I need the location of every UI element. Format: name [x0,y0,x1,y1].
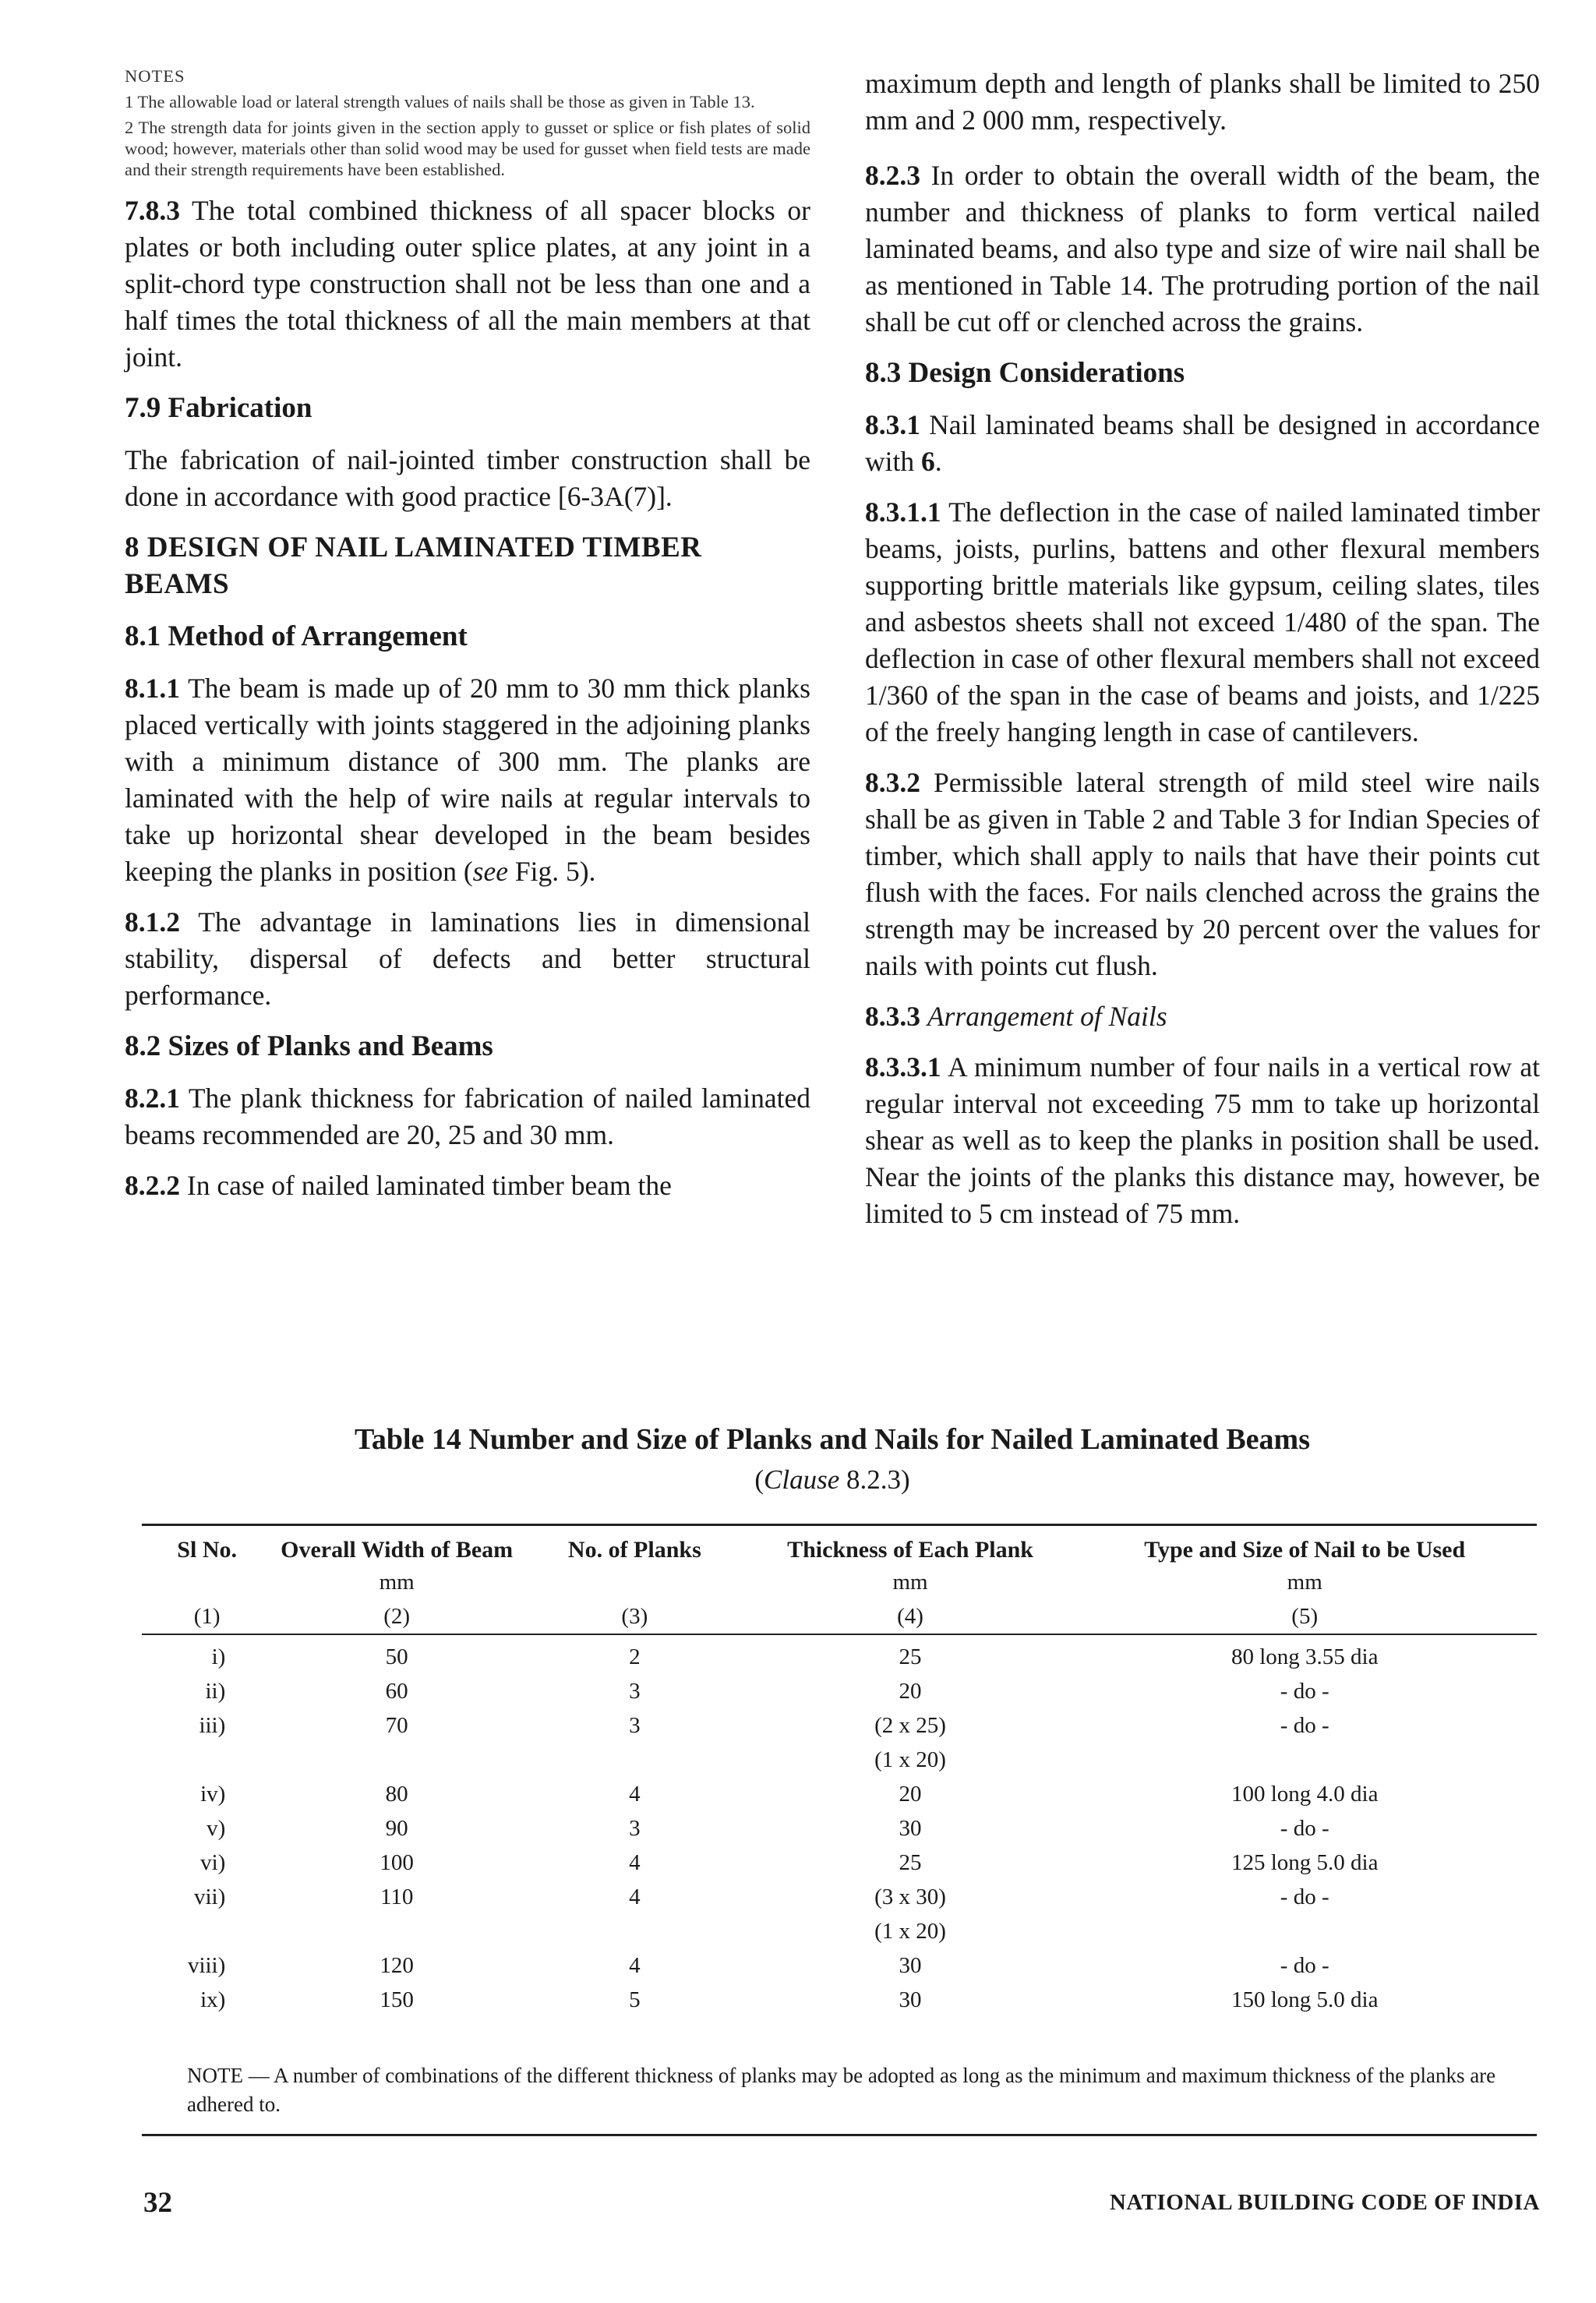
clause-7-9-text: The fabrication of nail-jointed timber construction shall be done in accordance with good practice [6-3A(7)]. [125,444,810,512]
clause-number: 8.2.3 [839,1464,901,1495]
table-row [142,1914,1537,1948]
clause-text: A minimum number of four nails in a vertical row at regular interval not exceeding 75 mm to take up horizontal shear as well as to keep the planks in position shall be used. Near the joints of the planks this distance may, however, be limited to 5 cm instead of 75 mm. [865,1051,1540,1229]
column-number: (2) [383,1604,411,1629]
table-row [142,1674,1537,1708]
cell-thickness: (1 x 20) [874,1747,946,1772]
cell-nail: - do - [1280,1816,1329,1841]
clause-text: The deflection in the case of nailed laminated timber beams, joists, purlins, battens and other flexural members supporting brittle materials like gypsum, ceiling slates, tiles and asbestos sheets shall not exceed 1/480 of the span. The deflection in case of other flexural members shall not exceed 1/360 of the span in the case of beams and joists, and 1/225 of the freely hanging length in case of cantilevers. [865,496,1540,747]
heading-8-3: 8.3 Design Considerations [865,357,1185,389]
cell-nail: - do - [1280,1679,1329,1704]
table-body [142,1634,1537,2017]
clause-number: 7.8.3 [125,195,180,226]
cell-planks [521,1914,748,1948]
cell-planks: 2 [629,1644,641,1669]
cell-planks: 3 [629,1679,641,1704]
clause-number: 8.2.3 [865,160,920,191]
clause-number: 8.3.3.1 [865,1051,941,1083]
unit-cell: mm [1287,1570,1322,1595]
clause-8-3-3-1 [865,1049,1540,1232]
clause-text: Permissible lateral strength of mild steel wire nails shall be as given in Table 2 and Table 3 for Indian Species of timber, which shall apply to nails that have their points cut flush with the faces. For nails clenched across the grains the strength may be increased by 20 percent over the values for nails with points cut flush. [865,767,1540,981]
cell-sl: ii) [205,1679,226,1704]
cell-planks: 5 [629,1987,641,2012]
cell-sl: vii) [194,1884,226,1909]
cell-sl [142,1914,272,1948]
cell-planks: 3 [629,1816,641,1841]
table-header-row [142,1535,1537,1565]
cell-width: 110 [380,1884,414,1909]
cell-width: 50 [385,1644,408,1669]
table-row [142,1743,1537,1777]
cell-thickness: (3 x 30) [874,1884,946,1909]
table-unit-row [142,1565,1537,1599]
clause-word: Clause [764,1464,840,1495]
table-row [142,1708,1537,1743]
cell-thickness: (2 x 25) [874,1713,946,1738]
clause-number: 8.3.3 [865,1001,920,1032]
clause-8-2-1 [125,1080,810,1153]
cell-nail: 100 long 4.0 dia [1231,1782,1379,1807]
left-column [125,65,810,1218]
clause-8-3-3 [865,998,1540,1035]
clause-8-2-3 [865,157,1540,341]
column-number: (3) [621,1604,648,1629]
cell-sl: iv) [200,1782,226,1807]
clause-8-1-2 [125,904,810,1014]
publication-title: NATIONAL BUILDING CODE OF INDIA [1109,2190,1540,2215]
table-row [142,1640,1537,1674]
see-ref: see [472,856,508,887]
column-number: (4) [897,1604,923,1629]
cell-sl [142,1743,272,1777]
cell-sl: v) [207,1816,226,1841]
clause-text: In order to obtain the overall width of the beam, the number and thickness of planks to form vertical nailed laminated beams, and also type and size of wire nail shall be as mentioned in Table 14. The protruding portion of the nail shall be cut off or clenched across the grains. [865,160,1540,337]
cell-sl: vi) [200,1850,226,1875]
table-row [142,1811,1537,1846]
cell-width [272,1914,521,1948]
unit-cell [521,1565,748,1599]
cell-width: 150 [380,1987,414,2012]
clause-number: 8.3.1.1 [865,496,941,528]
cell-nail: 80 long 3.55 dia [1231,1644,1379,1669]
notes-block [125,65,810,180]
header-sl-no: Sl No. [177,1537,237,1563]
cell-planks: 4 [629,1782,641,1807]
clause-text: In case of nailed laminated timber beam the [180,1170,672,1201]
cell-nail [1072,1743,1537,1777]
cell-thickness: 20 [899,1782,922,1807]
unit-cell [142,1565,272,1599]
cell-width: 100 [380,1850,414,1875]
section-ref: 6 [921,446,935,477]
heading-8: 8 DESIGN OF NAIL LAMINATED TIMBER BEAMS [125,532,702,600]
clause-number: 8.2.2 [125,1170,180,1201]
cell-sl: i) [211,1644,226,1669]
cell-nail: - do - [1280,1884,1329,1909]
table-bottom-rule [142,2134,1537,2136]
cell-width: 90 [385,1816,408,1841]
clause-tail: Fig. 5). [508,856,596,887]
cell-thickness: (1 x 20) [874,1919,946,1944]
table-row [142,1846,1537,1880]
clause-7-8-3 [125,193,810,376]
cell-width: 60 [385,1679,408,1704]
heading-8-1: 8.1 Method of Arrangement [125,620,468,652]
table-row [142,1777,1537,1811]
clause-8-3-1-1 [865,494,1540,751]
clause-title: Arrangement of Nails [927,1001,1167,1032]
column-number: (5) [1291,1604,1319,1629]
table-note: NOTE — A number of combinations of the different thickness of planks may be adopted as long as the minimum and maximum thickness of the planks are adhered to. [187,2064,1496,2116]
table-column-number-row [142,1599,1537,1634]
clause-text: The beam is made up of 20 mm to 30 mm thick planks placed vertically with joints staggered in the adjoining planks with a minimum distance of 300 mm. The planks are laminated with the help of wire nails at regular intervals to take up horizontal shear developed in the beam besides keeping the planks in position ( [125,673,810,887]
notes-heading: NOTES [125,66,185,86]
clause-number: 8.1.1 [125,673,180,704]
note-item-1: 1 The allowable load or lateral strength values of nails shall be those as given in Table 13. [125,92,755,111]
table-row [142,1948,1537,1983]
column-number: (1) [193,1604,221,1629]
cell-nail [1072,1914,1537,1948]
cell-nail: 125 long 5.0 dia [1231,1850,1379,1875]
unit-cell: mm [892,1570,928,1595]
cell-thickness: 25 [899,1644,922,1669]
cell-sl: viii) [187,1953,226,1978]
clause-text: Nail laminated beams shall be designed in accordance with [865,409,1540,477]
heading-8-2: 8.2 Sizes of Planks and Beams [125,1030,493,1062]
cell-width: 80 [385,1782,408,1807]
cell-nail: - do - [1280,1953,1329,1978]
cell-nail: 150 long 5.0 dia [1231,1987,1379,2012]
table-row [142,1880,1537,1914]
right-column [865,65,1540,1246]
cell-thickness: 30 [899,1953,922,1978]
note-item-2: 2 The strength data for joints given in the section apply to gusset or splice or fish plates of solid wood; however, materials other than solid wood may be used for gusset when field tests are made and their strength requirements have been established. [125,118,810,179]
cell-width: 120 [380,1953,414,1978]
clause-8-1-1 [125,670,810,890]
header-overall-width: Overall Width of Beam [281,1537,514,1563]
clause-8-3-1 [865,407,1540,480]
heading-7-9: 7.9 Fabrication [125,392,312,424]
table-clause-ref: (Clause 8.2.3) [754,1464,910,1495]
header-no-of-planks: No. of Planks [567,1537,701,1563]
header-plank-thickness: Thickness of Each Plank [787,1537,1033,1563]
nail-table [142,1535,1537,2017]
clause-number: 8.2.1 [125,1083,180,1114]
clause-text: The total combined thickness of all spacer blocks or plates or both including outer splice plates, at any joint in a split-chord type construction shall not be less than one and a half times the total thickness of all the main members at that joint. [125,195,810,373]
cell-width [272,1743,521,1777]
cell-thickness: 30 [899,1987,922,2012]
clause-number: 8.3.1 [865,409,920,440]
cell-planks: 3 [629,1713,641,1738]
clause-number: 8.1.2 [125,906,180,938]
table-top-rule [142,1524,1537,1526]
cell-planks [521,1743,748,1777]
cell-thickness: 20 [899,1679,922,1704]
cell-planks: 4 [629,1953,641,1978]
clause-8-3-2 [865,765,1540,984]
clause-number: 8.3.2 [865,767,920,798]
cell-sl: ix) [200,1987,226,2012]
clause-text: The advantage in laminations lies in dimensional stability, dispersal of defects and better structural performance. [125,906,810,1011]
cell-thickness: 25 [899,1850,922,1875]
clause-8-2-2 [125,1167,810,1204]
cell-width: 70 [385,1713,408,1738]
cell-sl: iii) [199,1713,226,1738]
cell-planks: 4 [629,1884,641,1909]
page-number: 32 [143,2187,172,2219]
cell-nail: - do - [1280,1713,1329,1738]
unit-cell: mm [379,1570,415,1595]
header-nail-type-size: Type and Size of Nail to be Used [1144,1537,1466,1563]
table-row [142,1983,1537,2017]
clause-text: The plank thickness for fabrication of nailed laminated beams recommended are 20, 25 and 30 mm. [125,1083,810,1150]
cell-thickness: 30 [899,1816,922,1841]
table-title: Table 14 Number and Size of Planks and Nails for Nailed Laminated Beams [354,1423,1310,1456]
clause-8-2-2-continued: maximum depth and length of planks shall be limited to 250 mm and 2 000 mm, respectively. [865,68,1540,136]
clause-tail: . [934,446,942,477]
cell-planks: 4 [629,1850,641,1875]
